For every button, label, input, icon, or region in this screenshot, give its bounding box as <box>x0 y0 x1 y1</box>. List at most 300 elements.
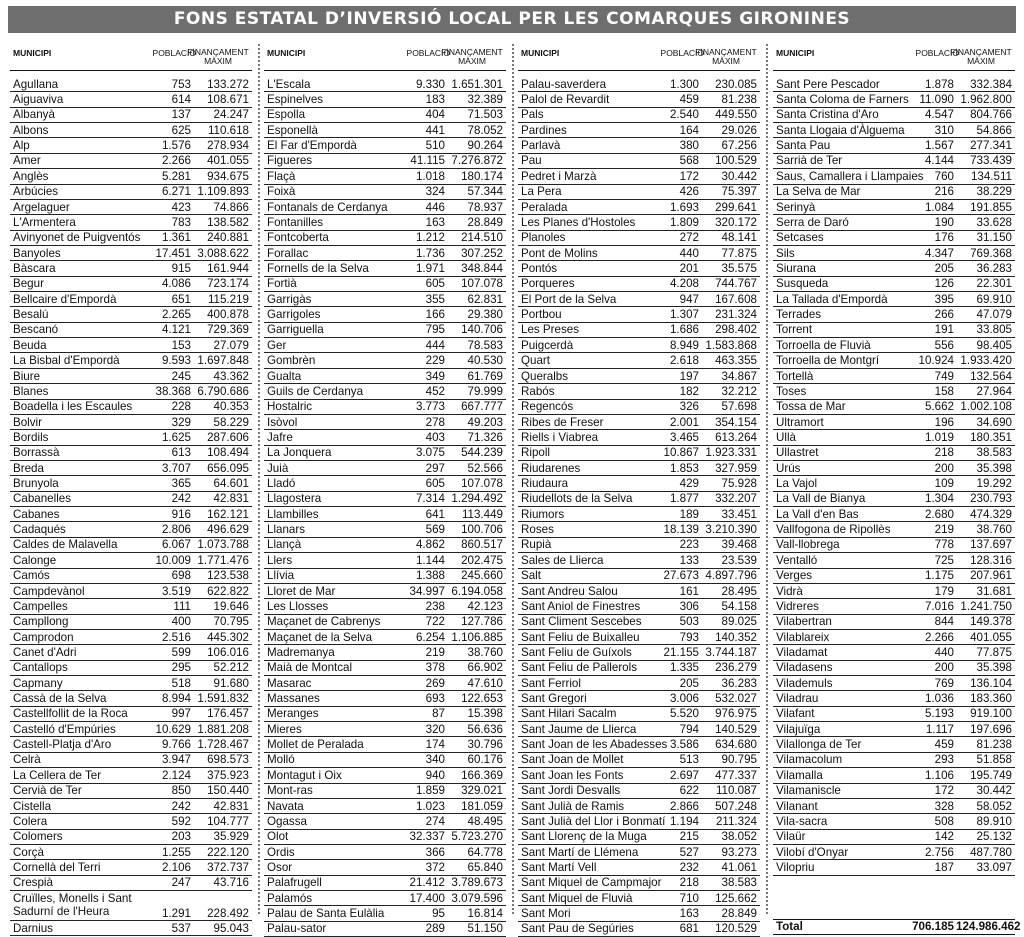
table-row <box>264 645 506 660</box>
table-row <box>10 107 252 122</box>
funding-value: 744.767 <box>701 276 760 291</box>
table-row <box>10 875 252 890</box>
municipality-name: Terrades <box>773 307 908 322</box>
population-value: 1.567 <box>908 138 956 153</box>
table-row <box>518 814 760 829</box>
population-value: 915 <box>145 261 193 276</box>
funding-value: 54.158 <box>701 599 760 614</box>
table-row <box>773 476 1015 491</box>
population-value: 18.139 <box>653 522 701 537</box>
municipality-name: Les Planes d'Hostoles <box>518 215 653 230</box>
population-value: 2.001 <box>653 414 701 429</box>
population-value: 625 <box>145 123 193 138</box>
table-row <box>518 768 760 783</box>
municipality-name: Vilaür <box>773 829 908 844</box>
municipality-name: Vallfogona de Ripollès <box>773 522 908 537</box>
population-value: 2.697 <box>653 768 701 783</box>
municipality-name: Guils de Cerdanya <box>264 384 399 399</box>
municipality-name: Olot <box>264 829 399 844</box>
table-row <box>264 599 506 614</box>
municipality-name: Vilamalla <box>773 768 908 783</box>
municipality-name: Agullana <box>10 77 145 92</box>
funding-value: 71.326 <box>447 430 506 445</box>
funding-value: 74.866 <box>193 199 252 214</box>
municipality-name: Colomers <box>10 829 145 844</box>
column-divider <box>512 44 514 914</box>
table-row <box>10 77 252 92</box>
population-value: 372 <box>399 860 447 875</box>
population-value: 10.629 <box>145 722 193 737</box>
municipality-name: Viladamat <box>773 645 908 660</box>
funding-value: 32.389 <box>447 92 506 107</box>
table-row <box>518 215 760 230</box>
table-row <box>518 199 760 214</box>
municipality-name: Camós <box>10 568 145 583</box>
funding-value: 60.176 <box>447 752 506 767</box>
municipality-name: Llers <box>264 553 399 568</box>
funding-value: 49.203 <box>447 414 506 429</box>
funding-value: 122.653 <box>447 691 506 706</box>
funding-value: 120.529 <box>701 921 760 936</box>
table-row <box>518 230 760 245</box>
municipality-name: Cabanes <box>10 507 145 522</box>
population-value: 274 <box>399 814 447 829</box>
population-value: 778 <box>908 537 956 552</box>
funding-value: 976.975 <box>701 706 760 721</box>
table-row <box>264 891 506 906</box>
funding-value: 43.362 <box>193 368 252 383</box>
blank-row <box>773 890 1015 904</box>
funding-value: 31.681 <box>956 583 1015 598</box>
table-row <box>518 583 760 598</box>
population-value: 133 <box>653 553 701 568</box>
funding-value: 113.449 <box>447 507 506 522</box>
population-value: 200 <box>908 460 956 475</box>
table-row <box>773 77 1015 92</box>
municipality-name: La Vall de Bianya <box>773 491 908 506</box>
funding-value: 25.132 <box>956 829 1015 844</box>
funding-value: 40.530 <box>447 353 506 368</box>
funding-value: 622.822 <box>193 583 252 598</box>
municipality-table <box>773 77 1021 935</box>
column-divider <box>766 44 768 914</box>
population-value: 229 <box>399 353 447 368</box>
funding-value: 38.229 <box>956 184 1015 199</box>
table-row <box>264 153 506 168</box>
population-value: 2.756 <box>908 844 956 859</box>
municipality-name: Cantallops <box>10 660 145 675</box>
table-row <box>10 414 252 429</box>
funding-value: 202.475 <box>447 553 506 568</box>
funding-value: 4.897.796 <box>701 568 760 583</box>
table-row <box>518 722 760 737</box>
funding-value: 104.777 <box>193 814 252 829</box>
column-header <box>773 40 1015 71</box>
municipality-name: Pont de Molins <box>518 245 653 260</box>
population-value: 1.018 <box>399 169 447 184</box>
population-value: 216 <box>908 184 956 199</box>
funding-value: 52.566 <box>447 460 506 475</box>
population-value: 295 <box>145 660 193 675</box>
municipality-name: Ger <box>264 338 399 353</box>
table-row <box>264 107 506 122</box>
population-value: 446 <box>399 199 447 214</box>
funding-value: 698.573 <box>193 752 252 767</box>
municipality-name: Puigcerdà <box>518 338 653 353</box>
funding-value: 38.583 <box>701 875 760 890</box>
table-row <box>264 445 506 460</box>
municipality-name: La Pera <box>518 184 653 199</box>
population-value: 1.144 <box>399 553 447 568</box>
funding-value: 77.875 <box>956 645 1015 660</box>
population-value: 158 <box>908 384 956 399</box>
table-row <box>264 706 506 721</box>
header-financament: FINANÇAMENT MÀXIM <box>950 47 1012 66</box>
municipality-name: Setcases <box>773 230 908 245</box>
funding-value: 70.795 <box>193 614 252 629</box>
funding-value: 66.902 <box>447 660 506 675</box>
table-row <box>773 169 1015 184</box>
funding-value: 231.324 <box>701 307 760 322</box>
table-row <box>518 476 760 491</box>
municipality-name: Parlavà <box>518 138 653 153</box>
funding-value: 230.085 <box>701 77 760 92</box>
table-row <box>10 215 252 230</box>
table-row <box>264 752 506 767</box>
municipality-name: Esponellà <box>264 123 399 138</box>
municipality-name: Sils <box>773 245 908 260</box>
municipality-name: Susqueda <box>773 276 908 291</box>
municipality-name: Llambilles <box>264 507 399 522</box>
municipality-name: Riudaura <box>518 476 653 491</box>
funding-value: 58.052 <box>956 798 1015 813</box>
table-row <box>10 614 252 629</box>
funding-value: 222.120 <box>193 844 252 859</box>
municipality-name: Viladrau <box>773 691 908 706</box>
municipality-name: La Cellera de Ter <box>10 768 145 783</box>
table-row <box>10 307 252 322</box>
municipality-name: Fontanals de Cerdanya <box>264 199 399 214</box>
municipality-name: Vilallonga de Ter <box>773 737 908 752</box>
population-value: 238 <box>399 599 447 614</box>
municipality-name: Madremanya <box>264 645 399 660</box>
table-row <box>10 691 252 706</box>
funding-value: 214.510 <box>447 230 506 245</box>
municipality-name: Montagut i Oix <box>264 768 399 783</box>
table-row <box>773 614 1015 629</box>
table-row <box>264 829 506 844</box>
funding-value: 507.248 <box>701 798 760 813</box>
municipality-name: Riudellots de la Selva <box>518 491 653 506</box>
table-row <box>773 660 1015 675</box>
table-row <box>773 568 1015 583</box>
population-value: 320 <box>399 722 447 737</box>
municipality-name: Beuda <box>10 338 145 353</box>
population-value: 1.971 <box>399 261 447 276</box>
table-row <box>10 737 252 752</box>
population-value: 1.335 <box>653 660 701 675</box>
population-value: 4.144 <box>908 153 956 168</box>
funding-value: 3.088.622 <box>193 245 252 260</box>
municipality-name: Garrigoles <box>264 307 399 322</box>
municipality-name: Bordils <box>10 430 145 445</box>
population-value: 444 <box>399 338 447 353</box>
funding-value: 32.212 <box>701 384 760 399</box>
funding-value: 6.790.686 <box>193 384 252 399</box>
table-row <box>264 230 506 245</box>
municipality-name: Vilamacolum <box>773 752 908 767</box>
funding-value: 22.301 <box>956 276 1015 291</box>
population-value: 329 <box>145 414 193 429</box>
funding-value: 23.539 <box>701 553 760 568</box>
funding-value: 110.087 <box>701 783 760 798</box>
table-row <box>773 307 1015 322</box>
table-row <box>10 445 252 460</box>
municipality-name: Fornells de la Selva <box>264 261 399 276</box>
funding-value: 195.749 <box>956 768 1015 783</box>
municipality-name: Riumors <box>518 507 653 522</box>
funding-value: 474.329 <box>956 507 1015 522</box>
municipality-name: Peralada <box>518 199 653 214</box>
table-row <box>264 414 506 429</box>
municipality-name: Argelaguer <box>10 199 145 214</box>
municipality-name: Toses <box>773 384 908 399</box>
municipality-name: Alp <box>10 138 145 153</box>
table-row <box>264 798 506 813</box>
municipality-name: Vall-llobrega <box>773 537 908 552</box>
population-value: 1.388 <box>399 568 447 583</box>
funding-value: 191.855 <box>956 199 1015 214</box>
table-row <box>264 568 506 583</box>
funding-value: 613.264 <box>701 430 760 445</box>
population-value: 219 <box>399 645 447 660</box>
municipality-name: L'Escala <box>264 77 399 92</box>
municipality-name: Albanyà <box>10 107 145 122</box>
funding-value: 307.252 <box>447 245 506 260</box>
table-row <box>518 169 760 184</box>
funding-value: 91.680 <box>193 676 252 691</box>
municipality-name: Canet d'Adri <box>10 645 145 660</box>
header-poblacio: POBLACIÓ <box>152 48 196 58</box>
population-value: 3.773 <box>399 399 447 414</box>
municipality-name: Torrent <box>773 322 908 337</box>
population-value: 228 <box>145 399 193 414</box>
funding-value: 1.697.848 <box>193 353 252 368</box>
population-value: 5.193 <box>908 706 956 721</box>
funding-value: 166.369 <box>447 768 506 783</box>
table-row <box>518 184 760 199</box>
table-row <box>518 338 760 353</box>
municipality-name: Espinelves <box>264 92 399 107</box>
population-value: 9.766 <box>145 737 193 752</box>
municipality-name: Llagostera <box>264 491 399 506</box>
funding-value: 5.723.270 <box>447 829 506 844</box>
table-row <box>518 860 760 875</box>
municipality-name: Vilanant <box>773 798 908 813</box>
funding-value: 31.150 <box>956 230 1015 245</box>
municipality-name: Serinyà <box>773 199 908 214</box>
municipality-name: Sant Martí Vell <box>518 860 653 875</box>
municipality-name: Aiguaviva <box>10 92 145 107</box>
population-value: 197 <box>653 368 701 383</box>
municipality-name: Sant Feliu de Guíxols <box>518 645 653 660</box>
funding-value: 89.910 <box>956 814 1015 829</box>
table-row <box>773 860 1015 875</box>
population-value: 1.175 <box>908 568 956 583</box>
municipality-name: Bescanó <box>10 322 145 337</box>
municipality-name: Fontcoberta <box>264 230 399 245</box>
population-value: 459 <box>908 737 956 752</box>
funding-value: 100.706 <box>447 522 506 537</box>
funding-value: 75.397 <box>701 184 760 199</box>
population-value: 997 <box>145 706 193 721</box>
table-row <box>10 783 252 798</box>
municipality-name: Jafre <box>264 430 399 445</box>
header-municipi: MUNICIPI <box>776 48 815 58</box>
municipality-name: Santa Pau <box>773 138 908 153</box>
table-row <box>773 215 1015 230</box>
municipality-name: Les Preses <box>518 322 653 337</box>
population-value: 2.266 <box>145 153 193 168</box>
municipality-name: El Port de la Selva <box>518 292 653 307</box>
funding-value: 496.629 <box>193 522 252 537</box>
funding-value: 327.959 <box>701 460 760 475</box>
table-row <box>773 599 1015 614</box>
table-row <box>518 491 760 506</box>
table-row <box>264 676 506 691</box>
funding-value: 65.840 <box>447 860 506 875</box>
municipality-name: Sant Pau de Segúries <box>518 921 653 936</box>
table-row <box>518 537 760 552</box>
table-row <box>518 891 760 906</box>
population-value: 510 <box>399 138 447 153</box>
population-value: 380 <box>653 138 701 153</box>
table-row <box>264 507 506 522</box>
table-row <box>264 737 506 752</box>
total-population: 706.185 <box>908 919 956 934</box>
table-row <box>773 460 1015 475</box>
population-value: 599 <box>145 645 193 660</box>
funding-value: 354.154 <box>701 414 760 429</box>
municipality-name: Palafrugell <box>264 875 399 890</box>
population-value: 404 <box>399 107 447 122</box>
municipality-name: Llançà <box>264 537 399 552</box>
table-row <box>264 245 506 260</box>
funding-value: 108.494 <box>193 445 252 460</box>
municipality-name: Hostalric <box>264 399 399 414</box>
municipality-name: Sant Feliu de Pallerols <box>518 660 653 675</box>
population-value: 503 <box>653 614 701 629</box>
table-row <box>10 891 252 921</box>
table-row <box>10 599 252 614</box>
municipality-name: Juià <box>264 460 399 475</box>
table-row <box>773 507 1015 522</box>
municipality-name: Amer <box>10 153 145 168</box>
population-value: 5.281 <box>145 169 193 184</box>
funding-value: 1.106.885 <box>447 629 506 644</box>
header-poblacio: POBLACIÓ <box>660 48 704 58</box>
population-value: 326 <box>653 399 701 414</box>
funding-value: 42.831 <box>193 798 252 813</box>
population-value: 1.084 <box>908 199 956 214</box>
municipality-name: Garriguella <box>264 322 399 337</box>
municipality-name: Mieres <box>264 722 399 737</box>
funding-value: 61.769 <box>447 368 506 383</box>
funding-value: 64.778 <box>447 844 506 859</box>
population-value: 166 <box>399 307 447 322</box>
funding-value: 150.440 <box>193 783 252 798</box>
population-value: 200 <box>908 660 956 675</box>
municipality-name: Cabanelles <box>10 491 145 506</box>
population-value: 440 <box>908 645 956 660</box>
municipality-name: Sant Miquel de Campmajor <box>518 875 653 890</box>
table-row <box>264 522 506 537</box>
header-municipi: MUNICIPI <box>267 48 306 58</box>
funding-value: 107.078 <box>447 476 506 491</box>
population-value: 183 <box>399 92 447 107</box>
population-value: 196 <box>908 414 956 429</box>
population-value: 518 <box>145 676 193 691</box>
table-row <box>518 614 760 629</box>
municipality-name: Cadaqués <box>10 522 145 537</box>
population-value: 753 <box>145 77 193 92</box>
municipality-name: Torroella de Montgrí <box>773 353 908 368</box>
municipality-name: Camprodon <box>10 629 145 644</box>
population-value: 172 <box>908 783 956 798</box>
funding-value: 123.538 <box>193 568 252 583</box>
municipality-name: Garrigàs <box>264 292 399 307</box>
table-row <box>264 430 506 445</box>
municipality-name: Pedret i Marzà <box>518 169 653 184</box>
table-row <box>10 706 252 721</box>
population-value: 429 <box>653 476 701 491</box>
table-row <box>264 491 506 506</box>
table-row <box>10 752 252 767</box>
population-value: 4.121 <box>145 322 193 337</box>
table-row <box>773 153 1015 168</box>
municipality-name: Castell-Platja d'Aro <box>10 737 145 752</box>
population-value: 1.307 <box>653 307 701 322</box>
page-title: FONS ESTATAL D’INVERSIÓ LOCAL PER LES COMARQUES GIRONINES <box>8 6 1016 33</box>
funding-value: 42.831 <box>193 491 252 506</box>
table-row <box>264 322 506 337</box>
table-row <box>10 384 252 399</box>
table-row <box>773 430 1015 445</box>
table-row <box>10 507 252 522</box>
funding-value: 71.503 <box>447 107 506 122</box>
table-row <box>773 722 1015 737</box>
table-row <box>10 199 252 214</box>
municipality-name: Vilademuls <box>773 676 908 691</box>
table-row <box>518 645 760 660</box>
column-header <box>518 40 760 71</box>
population-value: 10.924 <box>908 353 956 368</box>
table-row <box>10 844 252 859</box>
population-value: 9.593 <box>145 353 193 368</box>
table-row <box>264 138 506 153</box>
table-row <box>518 553 760 568</box>
municipality-name: Espolla <box>264 107 399 122</box>
municipality-name: Palau-saverdera <box>518 77 653 92</box>
table-row <box>518 829 760 844</box>
funding-value: 33.805 <box>956 322 1015 337</box>
table-row <box>10 829 252 844</box>
population-value: 1.859 <box>399 783 447 798</box>
municipality-name: Sant Llorenç de la Muga <box>518 829 653 844</box>
funding-value: 348.844 <box>447 261 506 276</box>
population-value: 161 <box>653 583 701 598</box>
population-value: 2.806 <box>145 522 193 537</box>
